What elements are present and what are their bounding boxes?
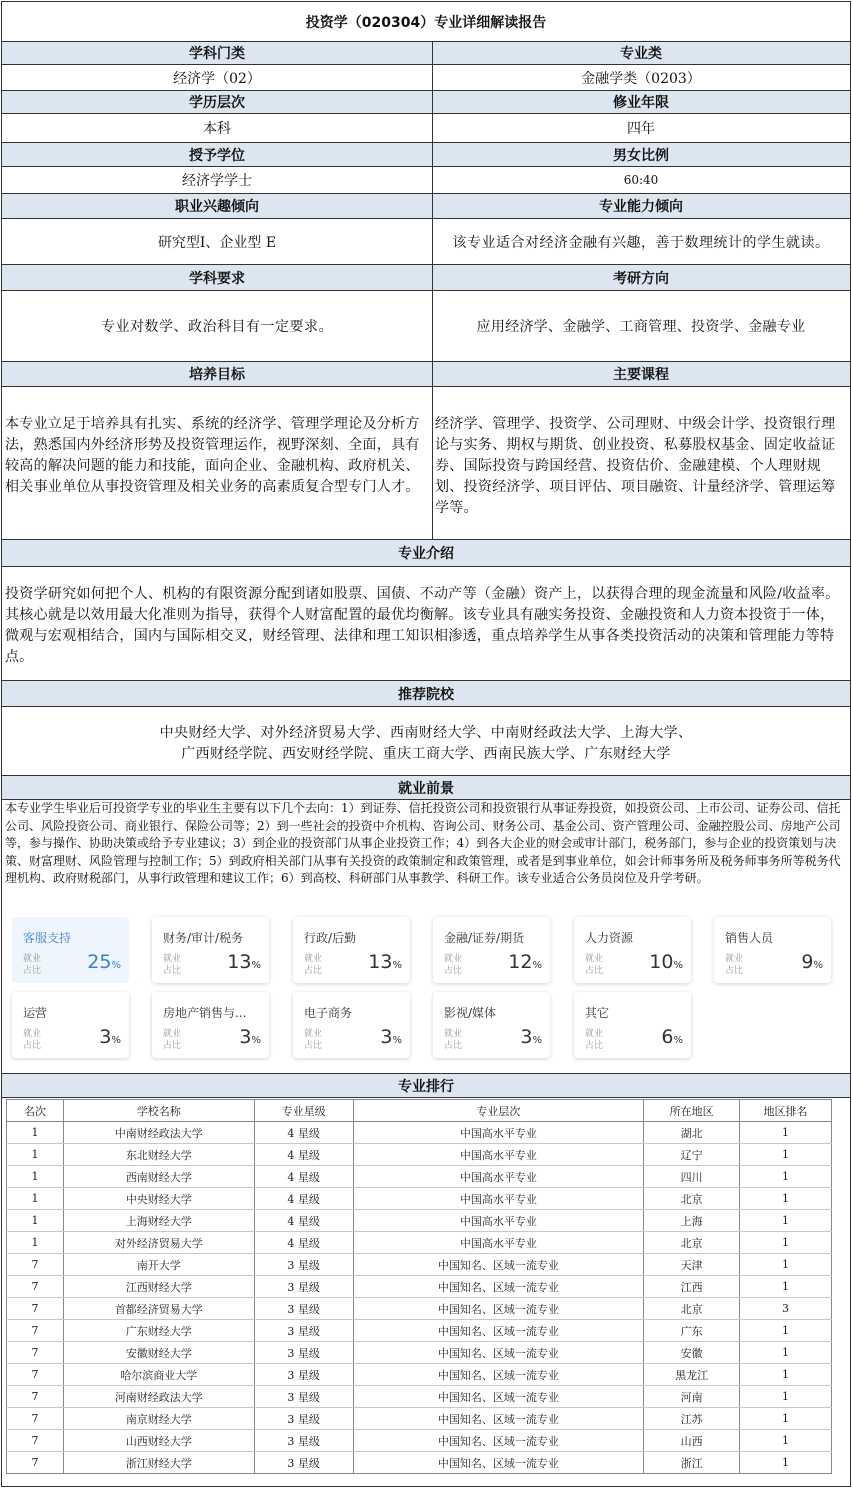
table-cell: 中国知名、区域一流专业 xyxy=(353,1276,644,1298)
level-value: 本科 xyxy=(203,121,231,137)
table-cell: 7 xyxy=(7,1320,64,1342)
employment-text: 本专业学生毕业后可投资学专业的毕业生主要有以下几个去向：1）到证券、信托投资公司和投资银行从事证券投资，如投资公司、上市公司、证券公司、信托公司、风险投资公司、商业银行、保险公司等；2）到一些社会的投资中介机构、咨询公司、财务公司、基金公司、资产管理公司、金融控股公司、房地产公司等，参与操作、协助决策或给予专业建议；3）到企业的投资部门从事企业投资工作；4）到各大企业的财会或审计部门，税务部门，参与企业的投资策划与决策、财富理财、风险管理与控制工作；5）到政府相关部门从事有关投资的政策制定和政策管理，或者是到事业单位，如会计师事务所及税务师事务所等税务代理机构、政府财税部门，从事行政管理和建议工作；6）到高校、科研部门从事教学、科研工作。该专业适合公务员岗位及升学考研。 xyxy=(5,801,841,885)
header-row-6 xyxy=(2,361,850,387)
table-cell: 7 xyxy=(7,1386,64,1408)
employment-header xyxy=(2,775,850,800)
column-divider xyxy=(432,41,433,539)
employment-card-caption: 就业 占比 xyxy=(444,954,463,976)
table-cell: 3 星级 xyxy=(254,1408,353,1430)
ranking-header xyxy=(2,1073,850,1098)
table-cell: 江西 xyxy=(644,1276,740,1298)
header-row-4 xyxy=(2,193,850,219)
ranking-column-header: 专业星级 xyxy=(254,1100,353,1122)
table-row xyxy=(7,1430,832,1452)
employment-card[interactable] xyxy=(293,917,410,983)
table-cell: 江西财经大学 xyxy=(63,1276,254,1298)
table-row xyxy=(7,1320,832,1342)
table-cell: 1 xyxy=(7,1122,64,1144)
schools-header xyxy=(2,680,850,707)
employment-card-label: 房地产销售与... xyxy=(163,1006,247,1020)
ranking-column-header: 专业层次 xyxy=(353,1100,644,1122)
employment-card-percent: 6% xyxy=(661,1026,683,1048)
employment-card-percent: 3% xyxy=(520,1026,542,1048)
table-cell: 1 xyxy=(7,1188,64,1210)
category-value: 金融学类（0203） xyxy=(581,70,701,87)
ratio-label: 男女比例 xyxy=(613,147,669,164)
intro-label: 专业介绍 xyxy=(398,546,454,562)
interest-label: 职业兴趣倾向 xyxy=(175,199,259,215)
table-cell: 中国知名、区域一流专业 xyxy=(353,1298,644,1320)
table-cell: 中国知名、区域一流专业 xyxy=(353,1386,644,1408)
table-cell: 辽宁 xyxy=(644,1144,740,1166)
schools-line-2: 广西财经学院、西安财经学院、重庆工商大学、西南民族大学、广东财经大学 xyxy=(181,745,671,762)
table-cell: 东北财经大学 xyxy=(63,1144,254,1166)
table-cell: 首都经济贸易大学 xyxy=(63,1298,254,1320)
discipline-label: 学科门类 xyxy=(189,46,245,62)
ranking-column-header: 地区排名 xyxy=(740,1100,832,1122)
table-cell: 广东财经大学 xyxy=(63,1320,254,1342)
table-row xyxy=(7,1122,832,1144)
table-row xyxy=(7,1232,832,1254)
employment-card-caption: 就业 占比 xyxy=(304,954,323,976)
table-cell: 3 星级 xyxy=(254,1430,353,1452)
table-cell: 1 xyxy=(740,1210,832,1232)
table-cell: 1 xyxy=(740,1188,832,1210)
table-cell: 3 xyxy=(740,1298,832,1320)
table-row xyxy=(7,1254,832,1276)
employment-card-label: 运营 xyxy=(23,1006,48,1020)
table-cell: 1 xyxy=(7,1144,64,1166)
ratio-value: 60:40 xyxy=(623,173,659,187)
table-cell: 3 星级 xyxy=(254,1254,353,1276)
table-cell: 1 xyxy=(740,1342,832,1364)
employment-card-caption: 就业 占比 xyxy=(163,1029,182,1051)
subject-value: 专业对数学、政治科目有一定要求。 xyxy=(101,319,333,335)
intro-header xyxy=(2,539,850,567)
table-cell: 中南财经政法大学 xyxy=(63,1122,254,1144)
table-cell: 中国知名、区域一流专业 xyxy=(353,1430,644,1452)
table-cell: 西南财经大学 xyxy=(63,1166,254,1188)
employment-card-label: 人力资源 xyxy=(585,931,634,945)
employment-card[interactable] xyxy=(12,917,129,983)
table-cell: 3 星级 xyxy=(254,1320,353,1342)
duration-value: 四年 xyxy=(627,121,655,137)
table-cell: 1 xyxy=(740,1276,832,1298)
employment-card-caption: 就业 占比 xyxy=(585,954,604,976)
table-cell: 四川 xyxy=(644,1166,740,1188)
table-row xyxy=(7,1166,832,1188)
table-cell: 4 星级 xyxy=(254,1210,353,1232)
table-cell: 3 星级 xyxy=(254,1452,353,1474)
intro-text: 投资学研究如何把个人、机构的有限资源分配到诸如股票、国债、不动产等（金融）资产上，以获得合理的现金流量和风险/收益率。其核心就是以效用最大化准则为指导，获得个人财富配置的最优均衡解。该专业具有融实务投资、金融投资和人力资本投资于一体，微观与宏观相结合，国内与国际相交叉，财经管理、法律和理工知识相渗透，重点培养学生从事各类投资活动的决策和管理能力等特点。 xyxy=(5,586,840,665)
table-cell: 4 星级 xyxy=(254,1122,353,1144)
table-cell: 3 星级 xyxy=(254,1386,353,1408)
table-cell: 4 星级 xyxy=(254,1232,353,1254)
table-cell: 1 xyxy=(740,1254,832,1276)
table-cell: 1 xyxy=(7,1166,64,1188)
discipline-value: 经济学（02） xyxy=(173,70,261,87)
table-cell: 安徽 xyxy=(644,1342,740,1364)
employment-card-label: 销售人员 xyxy=(725,931,774,945)
table-cell: 北京 xyxy=(644,1232,740,1254)
employment-label: 就业前景 xyxy=(398,780,454,797)
ranking-column-header: 所在地区 xyxy=(644,1100,740,1122)
table-row xyxy=(7,1342,832,1364)
table-row xyxy=(7,1276,832,1298)
table-row xyxy=(7,1386,832,1408)
employment-card[interactable] xyxy=(12,992,129,1058)
table-cell: 1 xyxy=(740,1232,832,1254)
employment-card-percent: 3% xyxy=(380,1026,402,1048)
employment-card-label: 影视/媒体 xyxy=(444,1006,497,1020)
employment-card-label: 电子商务 xyxy=(304,1006,353,1020)
header-row-2 xyxy=(2,90,850,114)
table-cell: 浙江 xyxy=(644,1452,740,1474)
table-cell: 1 xyxy=(740,1430,832,1452)
level-label: 学历层次 xyxy=(189,95,245,111)
employment-card-label: 财务/审计/税务 xyxy=(163,931,244,945)
ability-value: 该专业适合对经济金融有兴趣，善于数理统计的学生就读。 xyxy=(452,234,830,251)
table-cell: 中国知名、区域一流专业 xyxy=(353,1320,644,1342)
table-cell: 中国高水平专业 xyxy=(353,1210,644,1232)
table-row xyxy=(7,1452,832,1474)
employment-card-percent: 3% xyxy=(239,1026,261,1048)
employment-card-caption: 就业 占比 xyxy=(163,954,182,976)
table-cell: 3 星级 xyxy=(254,1364,353,1386)
employment-card-caption: 就业 占比 xyxy=(725,954,744,976)
table-cell: 7 xyxy=(7,1254,64,1276)
table-cell: 天津 xyxy=(644,1254,740,1276)
table-cell: 1 xyxy=(740,1364,832,1386)
table-cell: 中国高水平专业 xyxy=(353,1232,644,1254)
table-cell: 湖北 xyxy=(644,1122,740,1144)
employment-card[interactable] xyxy=(152,917,269,983)
table-cell: 1 xyxy=(740,1386,832,1408)
goal-value: 本专业立足于培养具有扎实、系统的经济学、管理学理论及分析方法，熟悉国内外经济形势及投资管理运作，视野深刻、全面，具有较高的解决问题的能力和技能，面向企业、金融机构、政府机关、相关事业单位从事投资管理及相关业务的高素质复合型专门人才。 xyxy=(5,416,420,495)
table-cell: 4 星级 xyxy=(254,1188,353,1210)
table-cell: 中国知名、区域一流专业 xyxy=(353,1342,644,1364)
table-cell: 上海财经大学 xyxy=(63,1210,254,1232)
table-cell: 哈尔滨商业大学 xyxy=(63,1364,254,1386)
employment-card-caption: 就业 占比 xyxy=(304,1029,323,1051)
duration-label: 修业年限 xyxy=(613,95,669,111)
table-cell: 1 xyxy=(740,1408,832,1430)
table-cell: 7 xyxy=(7,1452,64,1474)
table-row xyxy=(7,1298,832,1320)
employment-card-percent: 10% xyxy=(649,951,683,973)
employment-card-percent: 12% xyxy=(508,951,542,973)
table-cell: 7 xyxy=(7,1342,64,1364)
table-cell: 山西财经大学 xyxy=(63,1430,254,1452)
header-row-3 xyxy=(2,142,850,167)
grad-label: 考研方向 xyxy=(613,270,669,287)
table-cell: 3 星级 xyxy=(254,1298,353,1320)
employment-card[interactable] xyxy=(574,917,691,983)
ranking-column-header: 学校名称 xyxy=(63,1100,254,1122)
table-cell: 浙江财经大学 xyxy=(63,1452,254,1474)
table-cell: 1 xyxy=(740,1452,832,1474)
employment-card-percent: 13% xyxy=(227,951,261,973)
table-cell: 中国高水平专业 xyxy=(353,1144,644,1166)
courses-value: 经济学、管理学、投资学、公司理财、中级会计学、投资银行理论与实务、期权与期货、创业投资、私募股权基金、固定收益证券、国际投资与跨国经营、投资估价、金融建模、个人理财规划、投资经济学、项目评估、项目融资、计量经济学、管理运筹学等。 xyxy=(435,416,836,516)
table-cell: 7 xyxy=(7,1430,64,1452)
table-cell: 3 星级 xyxy=(254,1276,353,1298)
employment-card-percent: 3% xyxy=(99,1026,121,1048)
report-title: 投资学（020304）专业详细解读报告 xyxy=(305,14,547,31)
employment-card-label: 客服支持 xyxy=(23,931,72,945)
employment-card[interactable] xyxy=(293,992,410,1058)
degree-label: 授予学位 xyxy=(189,147,245,164)
table-cell: 1 xyxy=(7,1210,64,1232)
header-row-1 xyxy=(2,41,850,65)
ability-label: 专业能力倾向 xyxy=(599,199,683,215)
table-row xyxy=(7,1188,832,1210)
employment-card[interactable] xyxy=(714,917,831,983)
table-cell: 山西 xyxy=(644,1430,740,1452)
table-row xyxy=(7,1144,832,1166)
employment-card-caption: 就业 占比 xyxy=(585,1029,604,1051)
employment-card-caption: 就业 占比 xyxy=(444,1029,463,1051)
table-cell: 1 xyxy=(740,1320,832,1342)
employment-card[interactable] xyxy=(433,992,550,1058)
employment-card-percent: 13% xyxy=(368,951,402,973)
table-cell: 南开大学 xyxy=(63,1254,254,1276)
table-cell: 北京 xyxy=(644,1298,740,1320)
table-cell: 中央财经大学 xyxy=(63,1188,254,1210)
courses-label: 主要课程 xyxy=(613,367,669,383)
table-cell: 黑龙江 xyxy=(644,1364,740,1386)
table-cell: 江苏 xyxy=(644,1408,740,1430)
table-cell: 中国知名、区域一流专业 xyxy=(353,1408,644,1430)
goal-label: 培养目标 xyxy=(189,367,245,383)
table-cell: 1 xyxy=(7,1232,64,1254)
employment-card-percent: 25% xyxy=(87,951,121,973)
header-row-5 xyxy=(2,264,850,291)
employment-card[interactable] xyxy=(574,992,691,1058)
table-cell: 1 xyxy=(740,1122,832,1144)
table-cell: 中国高水平专业 xyxy=(353,1188,644,1210)
table-cell: 4 星级 xyxy=(254,1166,353,1188)
ranking-header-row xyxy=(7,1100,832,1122)
table-cell: 河南 xyxy=(644,1386,740,1408)
grad-value: 应用经济学、金融学、工商管理、投资学、金融专业 xyxy=(476,319,806,335)
table-cell: 7 xyxy=(7,1364,64,1386)
table-cell: 7 xyxy=(7,1276,64,1298)
employment-card-label: 金融/证券/期货 xyxy=(444,931,525,945)
schools-label: 推荐院校 xyxy=(398,686,454,703)
employment-card-percent: 9% xyxy=(801,951,823,973)
employment-card-label: 行政/后勤 xyxy=(304,931,357,945)
table-row xyxy=(7,1408,832,1430)
table-row xyxy=(7,1364,832,1386)
table-cell: 安徽财经大学 xyxy=(63,1342,254,1364)
interest-value: 研究型I、企业型 E xyxy=(157,234,277,251)
degree-value: 经济学学士 xyxy=(182,173,252,189)
table-cell: 上海 xyxy=(644,1210,740,1232)
employment-card[interactable] xyxy=(433,917,550,983)
table-cell: 7 xyxy=(7,1298,64,1320)
employment-card[interactable] xyxy=(152,992,269,1058)
ranking-table xyxy=(6,1099,832,1474)
table-cell: 1 xyxy=(740,1144,832,1166)
table-cell: 1 xyxy=(740,1166,832,1188)
table-cell: 7 xyxy=(7,1408,64,1430)
table-cell: 中国高水平专业 xyxy=(353,1122,644,1144)
ranking-column-header: 名次 xyxy=(7,1100,64,1122)
schools-line-1: 中央财经大学、对外经济贸易大学、西南财经大学、中南财经政法大学、上海大学、 xyxy=(159,724,693,741)
table-cell: 4 星级 xyxy=(254,1144,353,1166)
employment-card-label: 其它 xyxy=(585,1006,610,1020)
table-cell: 3 星级 xyxy=(254,1342,353,1364)
subject-label: 学科要求 xyxy=(189,270,245,287)
table-cell: 北京 xyxy=(644,1188,740,1210)
category-label: 专业类 xyxy=(620,46,662,62)
table-cell: 河南财经政法大学 xyxy=(63,1386,254,1408)
report-page xyxy=(1,1,851,1487)
ranking-label: 专业排行 xyxy=(398,1078,454,1095)
table-cell: 中国知名、区域一流专业 xyxy=(353,1254,644,1276)
table-cell: 中国知名、区域一流专业 xyxy=(353,1452,644,1474)
table-row xyxy=(7,1210,832,1232)
employment-card-caption: 就业 占比 xyxy=(23,1029,42,1051)
table-cell: 广东 xyxy=(644,1320,740,1342)
table-cell: 中国高水平专业 xyxy=(353,1166,644,1188)
table-cell: 中国知名、区域一流专业 xyxy=(353,1364,644,1386)
employment-card-caption: 就业 占比 xyxy=(23,954,42,976)
table-cell: 对外经济贸易大学 xyxy=(63,1232,254,1254)
table-cell: 南京财经大学 xyxy=(63,1408,254,1430)
